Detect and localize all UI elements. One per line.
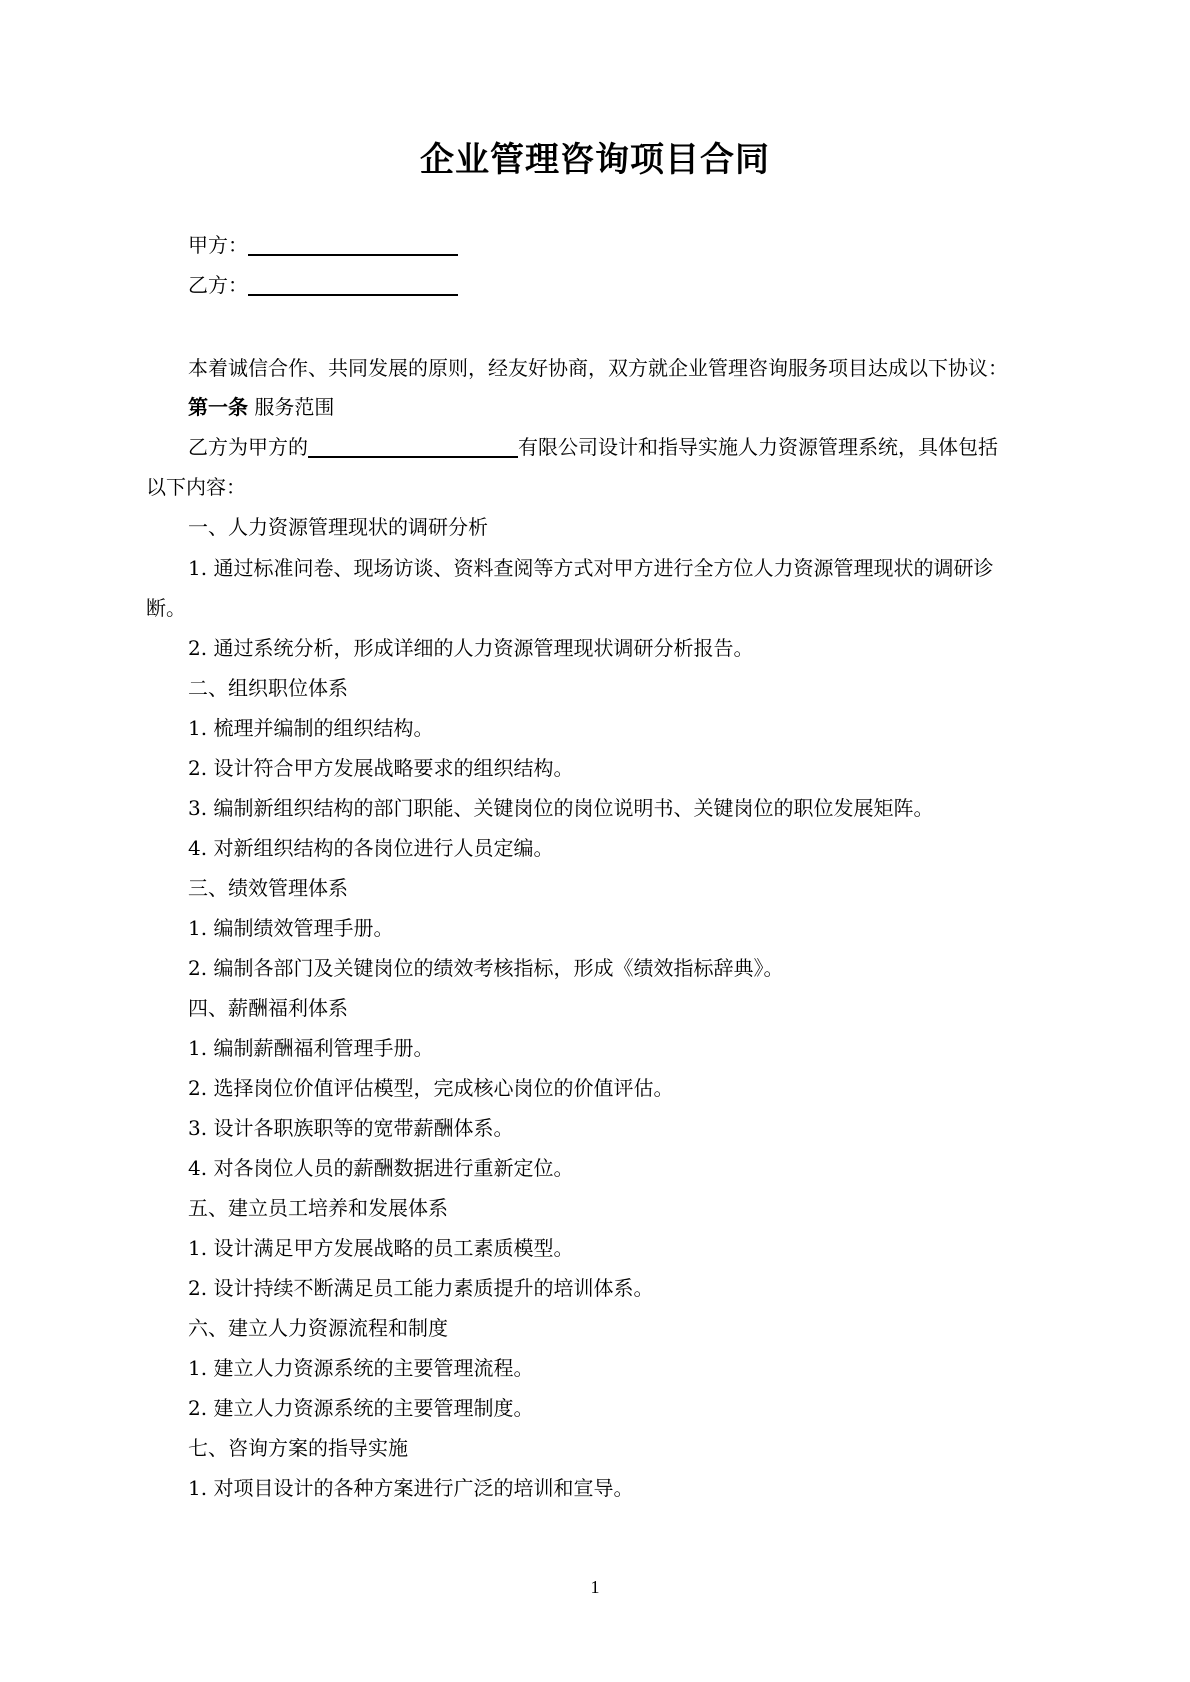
item-text: 选择岗位价值评估模型，完成核心岗位的价值评估。 [213,1076,674,1100]
item-number: 1. [188,1356,208,1380]
party-a-blank[interactable] [248,232,458,256]
article-1-title: 服务范围 [254,395,335,419]
item-text: 梳理并编制的组织结构。 [213,716,434,740]
item-number: 2. [188,1396,208,1420]
item-text: 编制新组织结构的部门职能、关键岗位的岗位说明书、关键岗位的职位发展矩阵。 [213,796,934,820]
item-text: 通过标准问卷、现场访谈、资料查阅等方式对甲方进行全方位人力资源管理现状的调研诊 [213,556,994,580]
item-text: 编制绩效管理手册。 [213,916,394,940]
list-item [188,1033,433,1063]
item-number: 3. [188,796,208,820]
list-item [188,1073,673,1103]
item-text: 编制各部门及关键岗位的绩效考核指标，形成《绩效指标辞典》。 [213,956,784,980]
scope-text-after: 有限公司设计和指导实施人力资源管理系统，具体包括 [518,435,998,459]
party-b-line [188,270,458,300]
list-item [188,753,573,783]
list-item [188,953,783,983]
item-text: 设计满足甲方发展战略的员工素质模型。 [213,1236,574,1260]
list-item [188,833,553,863]
section-5-heading: 五、建立员工培养和发展体系 [188,1196,448,1220]
item-text: 设计持续不断满足员工能力素质提升的培训体系。 [213,1276,654,1300]
item-number: 2. [188,756,208,780]
list-item [188,1273,653,1303]
item-text: 设计各职族职等的宽带薪酬体系。 [213,1116,514,1140]
list-item [188,633,753,663]
list-item-continuation: 断。 [146,596,186,620]
section-6-heading: 六、建立人力资源流程和制度 [188,1316,448,1340]
section-7-heading: 七、咨询方案的指导实施 [188,1436,408,1460]
party-b-label: 乙方： [188,273,248,297]
item-text: 设计符合甲方发展战略要求的组织结构。 [213,756,574,780]
list-item [188,1153,573,1183]
list-item [188,1353,533,1383]
company-name-blank[interactable] [308,434,518,458]
item-number: 1. [188,1236,208,1260]
item-number: 1. [188,556,208,580]
article-1-heading [188,392,334,422]
list-item [188,913,393,943]
item-number: 4. [188,1156,208,1180]
section-2-heading: 二、组织职位体系 [188,676,348,700]
item-text: 通过系统分析，形成详细的人力资源管理现状调研分析报告。 [213,636,754,660]
section-4-heading: 四、薪酬福利体系 [188,996,348,1020]
item-number: 1. [188,1476,208,1500]
item-number: 1. [188,1036,208,1060]
item-number: 2. [188,956,208,980]
list-item [188,1393,533,1423]
item-text: 建立人力资源系统的主要管理流程。 [213,1356,534,1380]
party-a-line [188,230,458,260]
item-number: 1. [188,916,208,940]
item-text: 对各岗位人员的薪酬数据进行重新定位。 [213,1156,574,1180]
scope-text-before: 乙方为甲方的 [188,435,308,459]
list-item [188,1473,633,1503]
item-number: 2. [188,1276,208,1300]
item-text: 建立人力资源系统的主要管理制度。 [213,1396,534,1420]
list-item [188,713,433,743]
list-item [188,1233,573,1263]
document-title: 企业管理咨询项目合同 [420,140,770,180]
item-number: 2. [188,1076,208,1100]
scope-paragraph [188,432,998,462]
section-1-heading: 一、人力资源管理现状的调研分析 [188,515,488,539]
item-number: 1. [188,716,208,740]
item-number: 4. [188,836,208,860]
party-b-blank[interactable] [248,272,458,296]
intro-paragraph: 本着诚信合作、共同发展的原则，经友好协商，双方就企业管理咨询服务项目达成以下协议： [188,356,1008,380]
item-number: 3. [188,1116,208,1140]
page-number: 1 [590,1577,600,1597]
scope-continuation: 以下内容： [146,475,246,499]
item-text: 编制薪酬福利管理手册。 [213,1036,434,1060]
item-text: 对新组织结构的各岗位进行人员定编。 [213,836,554,860]
list-item [188,793,933,823]
list-item [188,1113,513,1143]
section-3-heading: 三、绩效管理体系 [188,876,348,900]
item-number: 2. [188,636,208,660]
party-a-label: 甲方： [188,233,248,257]
list-item [188,553,993,583]
item-text: 对项目设计的各种方案进行广泛的培训和宣导。 [213,1476,634,1500]
article-1-number: 第一条 [188,395,248,419]
